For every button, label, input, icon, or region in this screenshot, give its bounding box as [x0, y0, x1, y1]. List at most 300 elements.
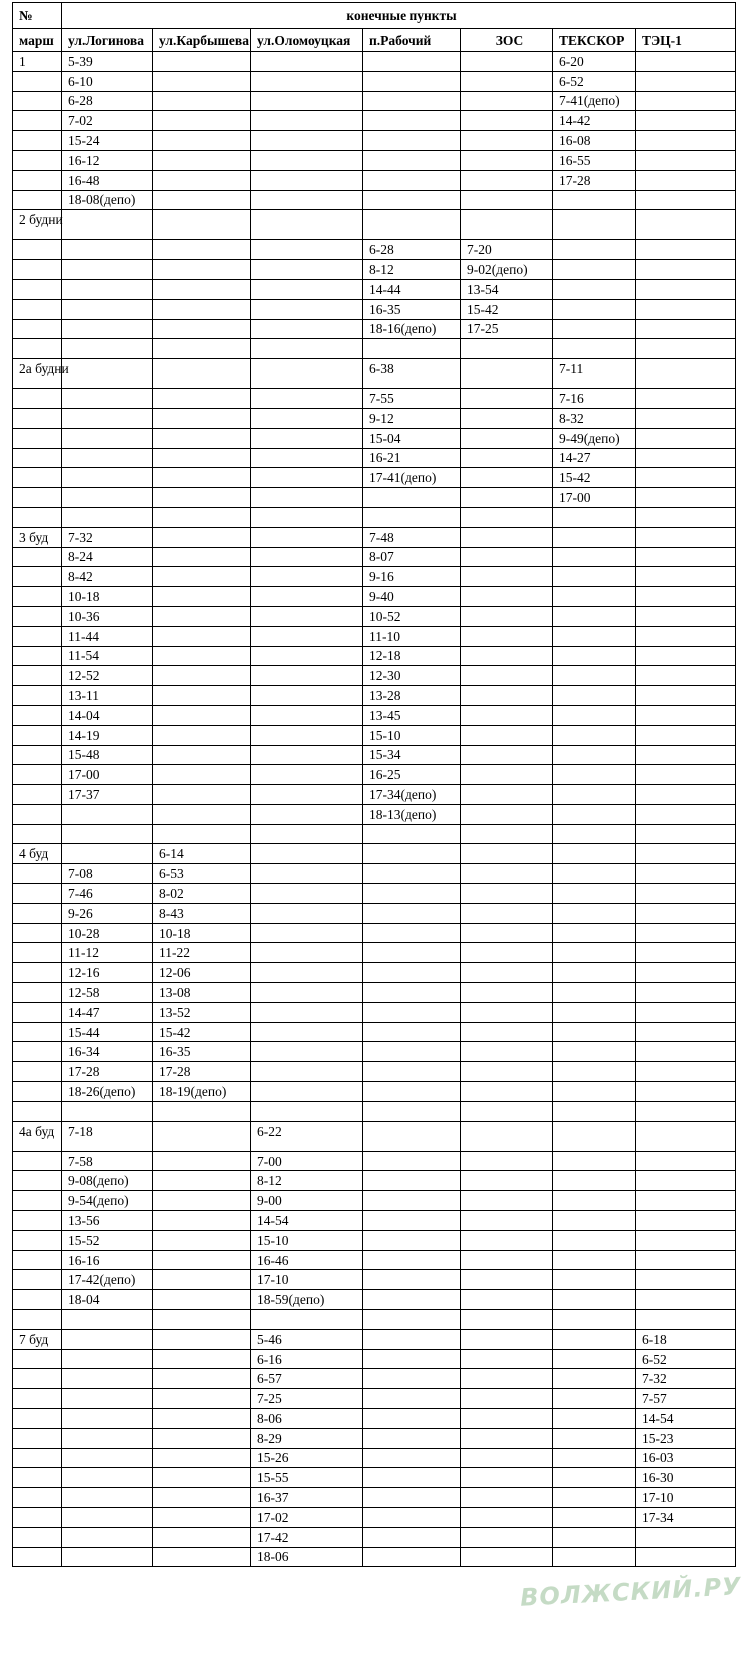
cell-loginova: [62, 279, 153, 299]
table-row: [13, 1547, 736, 1567]
cell-olomoutskaya: [251, 408, 363, 428]
cell-loginova: [62, 359, 153, 389]
table-row: [13, 319, 736, 339]
cell-rabochiy: [363, 1349, 461, 1369]
cell-rabochiy: 9-40: [363, 587, 461, 607]
cell-zos: [461, 686, 553, 706]
cell-tekskor: [553, 1191, 636, 1211]
table-row: [13, 1022, 736, 1042]
cell-tekskor: [553, 646, 636, 666]
cell-zos: [461, 389, 553, 409]
cell-olomoutskaya: [251, 705, 363, 725]
cell-route: [13, 824, 62, 844]
cell-olomoutskaya: 8-29: [251, 1428, 363, 1448]
cell-olomoutskaya: 17-02: [251, 1507, 363, 1527]
cell-route: [13, 725, 62, 745]
cell-zos: [461, 1488, 553, 1508]
cell-tets1: [636, 884, 736, 904]
cell-tekskor: 14-27: [553, 448, 636, 468]
cell-olomoutskaya: [251, 646, 363, 666]
table-row: [13, 1211, 736, 1231]
table-row: [13, 1290, 736, 1310]
table-row: [13, 646, 736, 666]
table-row: [13, 131, 736, 151]
cell-route: [13, 111, 62, 131]
cell-karbysheva: [153, 1191, 251, 1211]
cell-route: [13, 1211, 62, 1231]
cell-olomoutskaya: [251, 587, 363, 607]
cell-olomoutskaya: [251, 210, 363, 240]
cell-rabochiy: 16-21: [363, 448, 461, 468]
cell-zos: [461, 1547, 553, 1567]
cell-karbysheva: [153, 1211, 251, 1231]
cell-karbysheva: [153, 1329, 251, 1349]
cell-zos: [461, 765, 553, 785]
cell-olomoutskaya: [251, 864, 363, 884]
cell-rabochiy: 17-34(депо): [363, 785, 461, 805]
table-row: [13, 150, 736, 170]
cell-tekskor: [553, 1171, 636, 1191]
cell-rabochiy: [363, 52, 461, 72]
cell-olomoutskaya: [251, 260, 363, 280]
cell-tekskor: [553, 1349, 636, 1369]
cell-route: [13, 507, 62, 527]
cell-zos: [461, 468, 553, 488]
cell-loginova: 14-19: [62, 725, 153, 745]
table-row: [13, 1329, 736, 1349]
cell-rabochiy: [363, 1211, 461, 1231]
cell-karbysheva: [153, 507, 251, 527]
table-row: [13, 1527, 736, 1547]
cell-route: [13, 1171, 62, 1191]
cell-rabochiy: [363, 1121, 461, 1151]
cell-olomoutskaya: 7-00: [251, 1151, 363, 1171]
cell-tekskor: [553, 1230, 636, 1250]
table-row: [13, 71, 736, 91]
cell-zos: [461, 864, 553, 884]
cell-tets1: [636, 1527, 736, 1547]
cell-olomoutskaya: [251, 844, 363, 864]
cell-tets1: [636, 1101, 736, 1121]
cell-olomoutskaya: [251, 389, 363, 409]
cell-tekskor: [553, 190, 636, 210]
cell-loginova: [62, 1409, 153, 1429]
cell-loginova: 9-08(депо): [62, 1171, 153, 1191]
cell-olomoutskaya: 14-54: [251, 1211, 363, 1231]
cell-tets1: [636, 606, 736, 626]
cell-rabochiy: [363, 150, 461, 170]
cell-route: [13, 903, 62, 923]
table-row: [13, 279, 736, 299]
cell-olomoutskaya: [251, 884, 363, 904]
cell-karbysheva: [153, 91, 251, 111]
cell-tets1: [636, 408, 736, 428]
cell-tekskor: 6-20: [553, 52, 636, 72]
cell-zos: [461, 210, 553, 240]
table-row: [13, 1101, 736, 1121]
cell-route: [13, 785, 62, 805]
cell-route: [13, 1428, 62, 1448]
cell-tekskor: [553, 1002, 636, 1022]
cell-karbysheva: [153, 725, 251, 745]
cell-route: [13, 1468, 62, 1488]
cell-rabochiy: [363, 71, 461, 91]
cell-zos: [461, 626, 553, 646]
cell-olomoutskaya: [251, 1042, 363, 1062]
cell-route: [13, 448, 62, 468]
cell-tets1: [636, 1121, 736, 1151]
cell-loginova: 18-04: [62, 1290, 153, 1310]
cell-route: [13, 1389, 62, 1409]
cell-loginova: 16-16: [62, 1250, 153, 1270]
cell-tets1: [636, 1171, 736, 1191]
table-row: [13, 567, 736, 587]
cell-karbysheva: [153, 279, 251, 299]
cell-karbysheva: [153, 1250, 251, 1270]
cell-loginova: 7-02: [62, 111, 153, 131]
cell-loginova: 12-58: [62, 983, 153, 1003]
cell-tekskor: [553, 279, 636, 299]
cell-tets1: [636, 705, 736, 725]
cell-tets1: [636, 507, 736, 527]
cell-olomoutskaya: [251, 279, 363, 299]
cell-tekskor: [553, 666, 636, 686]
cell-loginova: [62, 448, 153, 468]
cell-olomoutskaya: [251, 1022, 363, 1042]
cell-karbysheva: [153, 765, 251, 785]
table-row: [13, 1151, 736, 1171]
cell-zos: [461, 725, 553, 745]
cell-tekskor: [553, 1151, 636, 1171]
cell-tekskor: [553, 1211, 636, 1231]
cell-olomoutskaya: [251, 448, 363, 468]
cell-loginova: [62, 339, 153, 359]
cell-karbysheva: 16-35: [153, 1042, 251, 1062]
cell-rabochiy: [363, 1062, 461, 1082]
cell-tets1: [636, 983, 736, 1003]
cell-route: [13, 1082, 62, 1102]
cell-olomoutskaya: [251, 765, 363, 785]
cell-route: [13, 745, 62, 765]
cell-rabochiy: [363, 507, 461, 527]
cell-zos: [461, 488, 553, 508]
cell-zos: 7-20: [461, 240, 553, 260]
cell-tets1: [636, 131, 736, 151]
cell-loginova: 11-44: [62, 626, 153, 646]
cell-karbysheva: [153, 1507, 251, 1527]
cell-rabochiy: 15-04: [363, 428, 461, 448]
cell-loginova: 7-46: [62, 884, 153, 904]
cell-olomoutskaya: [251, 923, 363, 943]
cell-route: 2 будни: [13, 210, 62, 240]
cell-olomoutskaya: [251, 319, 363, 339]
cell-route: [13, 587, 62, 607]
cell-karbysheva: [153, 666, 251, 686]
cell-olomoutskaya: 18-06: [251, 1547, 363, 1567]
header-col-zos: ЗОС: [461, 29, 553, 52]
cell-zos: [461, 1151, 553, 1171]
cell-tekskor: 16-55: [553, 150, 636, 170]
cell-olomoutskaya: [251, 428, 363, 448]
cell-rabochiy: [363, 1230, 461, 1250]
cell-loginova: 16-34: [62, 1042, 153, 1062]
cell-karbysheva: 12-06: [153, 963, 251, 983]
cell-zos: [461, 448, 553, 468]
cell-route: [13, 1002, 62, 1022]
cell-zos: [461, 824, 553, 844]
cell-tets1: [636, 686, 736, 706]
cell-route: [13, 646, 62, 666]
cell-rabochiy: [363, 1022, 461, 1042]
cell-zos: [461, 1507, 553, 1527]
cell-tekskor: [553, 1448, 636, 1468]
cell-olomoutskaya: [251, 686, 363, 706]
table-row: [13, 725, 736, 745]
cell-karbysheva: [153, 1488, 251, 1508]
cell-tets1: [636, 824, 736, 844]
header-col-tets1: ТЭЦ-1: [636, 29, 736, 52]
cell-zos: [461, 705, 553, 725]
cell-loginova: [62, 844, 153, 864]
cell-tekskor: [553, 1062, 636, 1082]
cell-tets1: 15-23: [636, 1428, 736, 1448]
cell-tets1: 7-57: [636, 1389, 736, 1409]
cell-loginova: [62, 1349, 153, 1369]
cell-tekskor: 16-08: [553, 131, 636, 151]
cell-tekskor: [553, 1101, 636, 1121]
cell-loginova: [62, 1389, 153, 1409]
cell-zos: [461, 91, 553, 111]
cell-loginova: [62, 210, 153, 240]
table-row: [13, 1002, 736, 1022]
cell-olomoutskaya: [251, 488, 363, 508]
cell-tekskor: [553, 1250, 636, 1270]
cell-loginova: 17-37: [62, 785, 153, 805]
cell-zos: [461, 359, 553, 389]
cell-tekskor: [553, 785, 636, 805]
cell-zos: [461, 1310, 553, 1330]
cell-rabochiy: [363, 1389, 461, 1409]
cell-loginova: 8-24: [62, 547, 153, 567]
cell-loginova: [62, 260, 153, 280]
cell-route: [13, 884, 62, 904]
cell-zos: [461, 1389, 553, 1409]
cell-tets1: [636, 1230, 736, 1250]
cell-tets1: [636, 1290, 736, 1310]
cell-zos: [461, 547, 553, 567]
cell-rabochiy: 13-45: [363, 705, 461, 725]
cell-route: [13, 1409, 62, 1429]
cell-route: [13, 963, 62, 983]
cell-tets1: [636, 527, 736, 547]
cell-rabochiy: 6-38: [363, 359, 461, 389]
cell-karbysheva: [153, 1448, 251, 1468]
cell-zos: [461, 606, 553, 626]
cell-tekskor: [553, 1428, 636, 1448]
cell-karbysheva: [153, 71, 251, 91]
cell-tekskor: [553, 943, 636, 963]
cell-olomoutskaya: 6-16: [251, 1349, 363, 1369]
cell-tets1: [636, 864, 736, 884]
cell-tekskor: [553, 1547, 636, 1567]
cell-route: [13, 1369, 62, 1389]
cell-olomoutskaya: 9-00: [251, 1191, 363, 1211]
cell-rabochiy: 10-52: [363, 606, 461, 626]
table-row: [13, 507, 736, 527]
cell-loginova: [62, 1369, 153, 1389]
table-row: [13, 824, 736, 844]
cell-karbysheva: [153, 260, 251, 280]
cell-tekskor: [553, 606, 636, 626]
cell-tets1: 6-52: [636, 1349, 736, 1369]
cell-route: [13, 1101, 62, 1121]
cell-tekskor: 7-11: [553, 359, 636, 389]
cell-loginova: [62, 1527, 153, 1547]
cell-tets1: [636, 91, 736, 111]
cell-tets1: [636, 903, 736, 923]
cell-olomoutskaya: 15-55: [251, 1468, 363, 1488]
cell-zos: 9-02(депо): [461, 260, 553, 280]
schedule-body: [13, 52, 736, 1567]
cell-tets1: [636, 448, 736, 468]
cell-tekskor: [553, 319, 636, 339]
cell-karbysheva: [153, 468, 251, 488]
cell-tets1: [636, 587, 736, 607]
cell-rabochiy: [363, 1151, 461, 1171]
table-row: [13, 1270, 736, 1290]
cell-tekskor: [553, 824, 636, 844]
cell-rabochiy: 16-25: [363, 765, 461, 785]
cell-route: 1: [13, 52, 62, 72]
cell-zos: [461, 844, 553, 864]
cell-zos: [461, 1409, 553, 1429]
cell-rabochiy: 16-35: [363, 299, 461, 319]
cell-tets1: 16-03: [636, 1448, 736, 1468]
table-row: [13, 468, 736, 488]
table-row: [13, 844, 736, 864]
cell-olomoutskaya: 16-37: [251, 1488, 363, 1508]
table-row: [13, 488, 736, 508]
cell-tekskor: [553, 1389, 636, 1409]
cell-loginova: 13-11: [62, 686, 153, 706]
cell-olomoutskaya: [251, 547, 363, 567]
cell-loginova: 6-10: [62, 71, 153, 91]
table-row: [13, 884, 736, 904]
cell-loginova: 18-26(депо): [62, 1082, 153, 1102]
watermark-logo: ВОЛЖСКИЙ.РУ: [519, 1572, 743, 1612]
cell-tekskor: [553, 339, 636, 359]
cell-tekskor: [553, 1082, 636, 1102]
table-row: [13, 943, 736, 963]
cell-tekskor: 15-42: [553, 468, 636, 488]
cell-tets1: [636, 1151, 736, 1171]
cell-olomoutskaya: [251, 1002, 363, 1022]
cell-tets1: [636, 1042, 736, 1062]
cell-olomoutskaya: [251, 359, 363, 389]
cell-tets1: [636, 745, 736, 765]
table-row: [13, 389, 736, 409]
table-row: [13, 260, 736, 280]
cell-tets1: [636, 488, 736, 508]
cell-tekskor: [553, 923, 636, 943]
cell-olomoutskaya: [251, 983, 363, 1003]
cell-tekskor: 7-41(депо): [553, 91, 636, 111]
cell-loginova: [62, 1101, 153, 1121]
cell-tets1: [636, 359, 736, 389]
cell-tets1: [636, 765, 736, 785]
cell-zos: [461, 785, 553, 805]
cell-loginova: 7-18: [62, 1121, 153, 1151]
cell-olomoutskaya: [251, 240, 363, 260]
cell-olomoutskaya: [251, 91, 363, 111]
cell-olomoutskaya: [251, 903, 363, 923]
cell-route: [13, 1062, 62, 1082]
cell-tets1: [636, 299, 736, 319]
cell-karbysheva: [153, 1409, 251, 1429]
cell-karbysheva: [153, 1310, 251, 1330]
cell-loginova: [62, 1547, 153, 1567]
cell-zos: [461, 745, 553, 765]
cell-olomoutskaya: [251, 111, 363, 131]
cell-rabochiy: 18-13(депо): [363, 804, 461, 824]
cell-route: [13, 389, 62, 409]
cell-rabochiy: [363, 1369, 461, 1389]
cell-tets1: [636, 52, 736, 72]
cell-route: [13, 71, 62, 91]
cell-zos: [461, 1290, 553, 1310]
table-row: [13, 804, 736, 824]
cell-tets1: [636, 428, 736, 448]
cell-route: [13, 240, 62, 260]
cell-olomoutskaya: [251, 170, 363, 190]
cell-tets1: [636, 1082, 736, 1102]
cell-rabochiy: 12-18: [363, 646, 461, 666]
header-col-tekskor: ТЕКСКОР: [553, 29, 636, 52]
table-row: [13, 1468, 736, 1488]
cell-rabochiy: [363, 864, 461, 884]
table-row: [13, 1349, 736, 1369]
table-row: [13, 666, 736, 686]
cell-tets1: [636, 1250, 736, 1270]
cell-zos: [461, 52, 553, 72]
cell-zos: [461, 1121, 553, 1151]
cell-loginova: [62, 1448, 153, 1468]
cell-tekskor: [553, 1042, 636, 1062]
cell-loginova: 14-47: [62, 1002, 153, 1022]
cell-route: [13, 190, 62, 210]
cell-tets1: [636, 1547, 736, 1567]
cell-karbysheva: [153, 319, 251, 339]
cell-karbysheva: 10-18: [153, 923, 251, 943]
cell-olomoutskaya: [251, 606, 363, 626]
cell-rabochiy: 7-55: [363, 389, 461, 409]
cell-tekskor: [553, 527, 636, 547]
header-row-columns: [13, 29, 736, 52]
cell-route: [13, 279, 62, 299]
cell-route: [13, 864, 62, 884]
cell-zos: [461, 587, 553, 607]
cell-zos: [461, 1250, 553, 1270]
cell-olomoutskaya: 8-06: [251, 1409, 363, 1429]
cell-zos: [461, 1448, 553, 1468]
table-row: [13, 170, 736, 190]
cell-loginova: 5-39: [62, 52, 153, 72]
cell-karbysheva: 17-28: [153, 1062, 251, 1082]
cell-rabochiy: 15-34: [363, 745, 461, 765]
cell-zos: [461, 1428, 553, 1448]
cell-loginova: 15-52: [62, 1230, 153, 1250]
cell-karbysheva: [153, 190, 251, 210]
